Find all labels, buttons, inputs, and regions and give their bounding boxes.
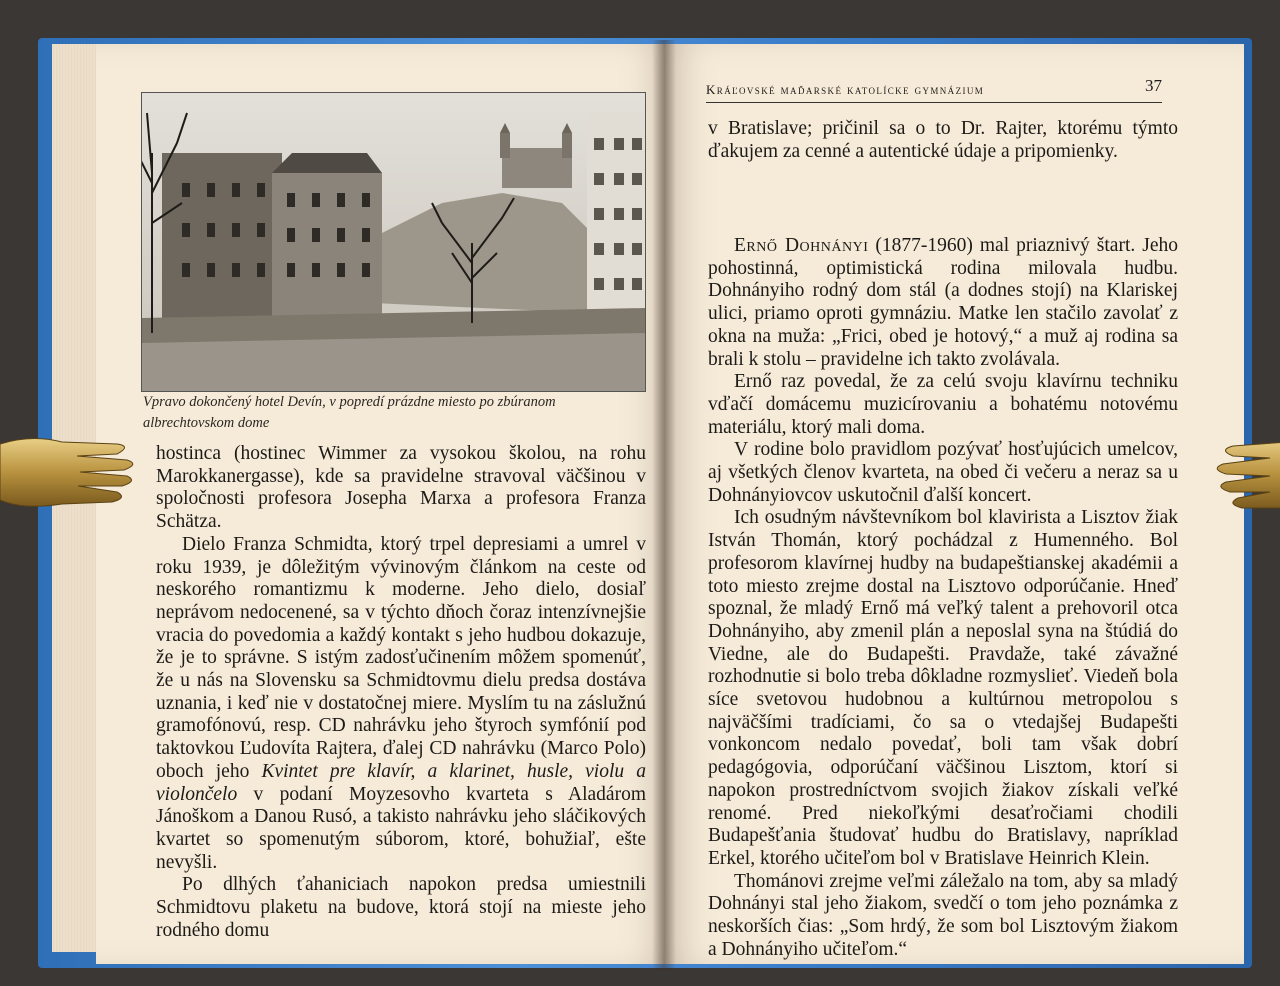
paragraph xyxy=(156,534,646,875)
left-page-body xyxy=(156,443,646,942)
header-title: Kráľovské maďarské katolícke gymnázium xyxy=(706,82,985,97)
paragraph: V rodine bolo pravidlom pozývať hosťujúcich umelcov, aj všetkých členov kvarteta, na obed či večeru a neraz sa u Dohnányiovcov uskutočnil ďalší koncert. xyxy=(708,439,1178,506)
italic-title: Kvintet pre klavír, a klarinet, husle, violu a violončelo xyxy=(156,760,646,805)
brass-hand-right xyxy=(1208,424,1280,534)
book-gutter xyxy=(652,40,676,970)
right-page-body xyxy=(708,235,1178,962)
brass-hand-left xyxy=(0,424,142,534)
paragraph xyxy=(708,235,1178,371)
paragraph: Po dlhých ťahaniciach napokon predsa umiestnili Schmidtovu plaketu na budove, ktorá stojí na mieste jeho rodného domu xyxy=(156,874,646,941)
text-run: (1877-1960) mal priaznivý štart. Jeho pohostinná, optimistická rodina milovala hudbu. Dohnányiho rodný dom stál (a dodnes stojí) na Klariskej ulici, priamo oproti gymnáziu. Matke len stačilo zavolať z okna na muža: „Frici, obed je hotový,“ a muž aj rodina sa brali k stolu – pravidelne ich takto zvolávala. xyxy=(708,235,1178,370)
paragraph: hostinca (hostinec Wimmer za vysokou školou, na rohu Marokkanergasse), kde sa pravidelne stravoval väčšinou v spoločnosti profesora Josepha Marxa a profesora Franza Schätza. xyxy=(156,443,646,533)
photo-bratislava-castle xyxy=(141,92,646,392)
page-number: 37 xyxy=(1145,76,1162,95)
paragraph: Thománovi zrejme veľmi záležalo na tom, aby sa mladý Dohnányi stal jeho žiakom, svedčí o tom jeho poznámka z neskorších čias: „Som hrdý, že som bol Lisztovým žiakom a Dohnányiho učiteľom.“ xyxy=(708,870,1178,960)
paragraph: Ich osudným návštevníkom bol klavirista a Lisztov žiak István Thomán, ktorý pochádzal z Humenného. Bol profesorom klavírnej hudby na budapeštianskej akadémii a toto miesto zrejme dostal na Lisztovo odporúčanie. Hneď spoznal, že mladý Ernő má veľký talent a prehovoril otca Dohnányiho, aby zmenil plán a neposlal syna na štúdiá do Viedne, ale do Budapešti. Pravdaže, také závažné rozhodnutie si bolo treba dôkladne rozmyslieť. Viedeň bola síce svetovou hudobnou a kultúrnou metropolou s najväčšími tradíciami, čo sa o vtedajšej Budapešti vonkoncom nedalo povedať, boli tam však dobrí pedagógovia, odporúčaní väčšinou Lisztom, ktorí si napokon prostredníctvom svojich žiakov získali veľké renomé. Pred niekoľkými desaťročiami chodili Budapešťania študovať hudbu do Bratislavy, napríklad Erkel, ktorého učiteľom bol v Bratislave Heinrich Klein. xyxy=(708,507,1178,869)
name-smallcaps: Ernő Dohnányi xyxy=(734,235,869,256)
running-header xyxy=(706,76,1162,103)
paragraph: v Bratislave; pričinil sa o to Dr. Rajter, ktorému týmto ďakujem za cenné a autentické údaje a pripomienky. xyxy=(708,118,1178,162)
photo-caption: Vpravo dokončený hotel Devín, v popredí prázdne miesto po zbúranom albrechtovskom dome xyxy=(143,394,556,431)
paragraph: Ernő raz povedal, že za celú svoju klavírnu techniku vďačí domácemu muzicírovaniu a bohatému notovému materiálu, ktorý mali doma. xyxy=(708,371,1178,438)
right-page-intro xyxy=(708,118,1178,163)
text-run: v podaní Moyzesovho kvarteta s Aladárom Jánoškom a Danou Rusó, a takisto nahrávku jeho sláčikových kvartet so spomenutým súborom, ktoré, bohužiaľ, ešte nevyšli. xyxy=(156,783,646,873)
text-run: Dielo Franza Schmidta, ktorý trpel depresiami a umrel v roku 1939, je dôležitým vývinovým článkom na ceste od neskorého romantizmu k moderne. Jeho dielo, dosiaľ neprávom nedocenené, sa v týchto dňoch čoraz intenzívnejšie vracia do povedomia a každý kontakt s jeho hudbou dokazuje, že je to správne. S istým zadosťučinením môžem spomenúť, že u nás na Slovensku sa Schmidtovmu dielu predsa dostáva uznania, i keď nie v dostatočnej miere. Myslím tu na záslužnú gramofónovú, resp. CD nahrávku jeho štyroch symfónií pod taktovkou Ľudovíta Rajtera, ďalej CD nahrávku (Marco Polo) oboch jeho xyxy=(156,533,646,782)
